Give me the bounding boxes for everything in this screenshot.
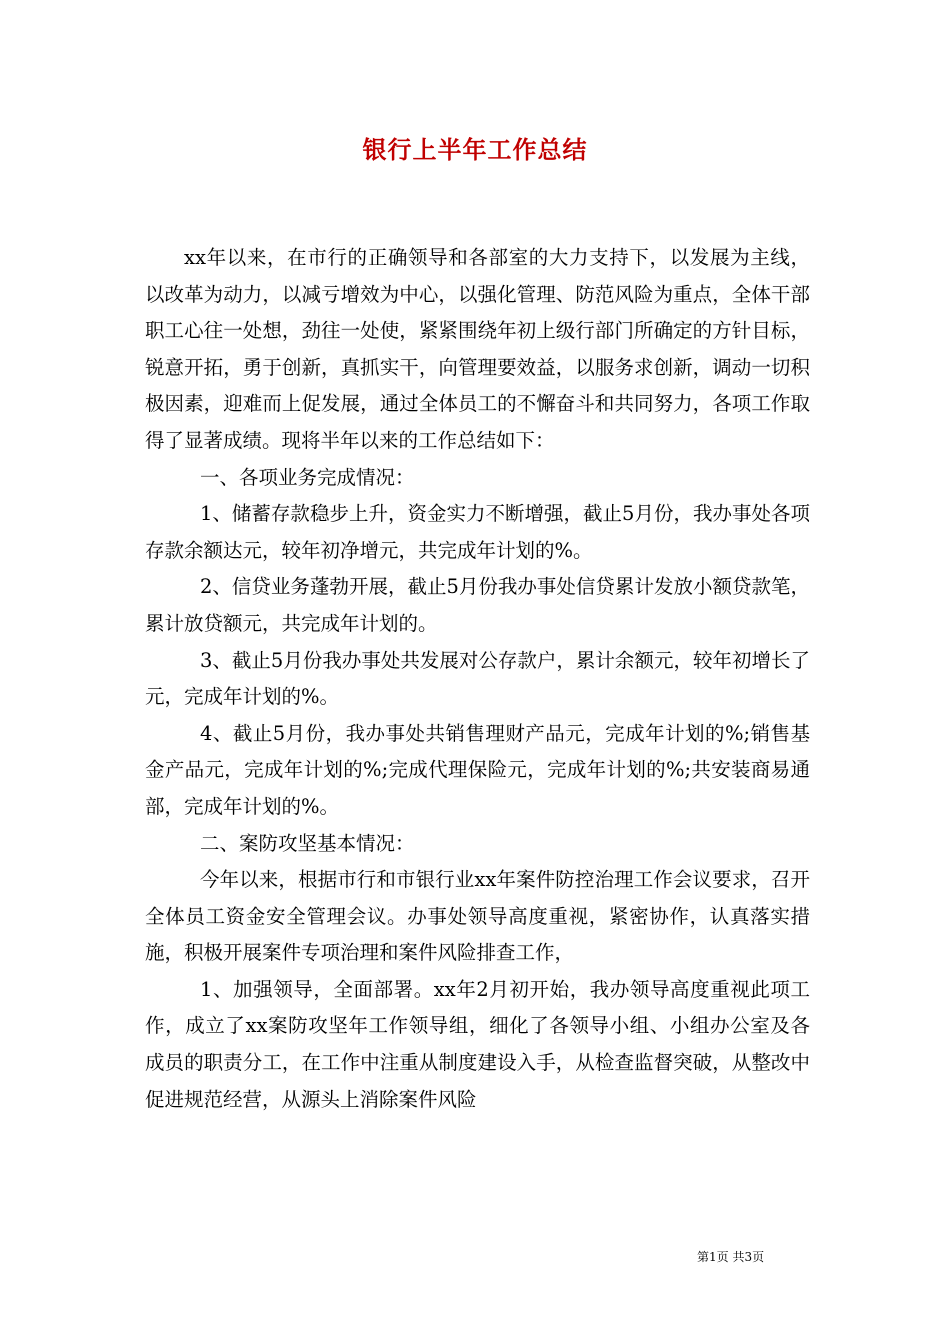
document-body xyxy=(145,240,810,1118)
paragraph-item-2: 2、信贷业务蓬勃开展，截止5月份我办事处信贷累计发放小额贷款笔，累计放贷额元，共完成年计划的。 xyxy=(145,575,810,635)
document-title: 银行上半年工作总结 xyxy=(362,135,588,164)
paragraph-intro: xx年以来，在市行的正确领导和各部室的大力支持下，以发展为主线，以改革为动力，以减亏增效为中心，以强化管理、防范风险为重点，全体干部职工心往一处想，劲往一处使，紧紧围绕年初上级行部门所确定的方针目标，锐意开拓，勇于创新，真抓实干，向管理要效益，以服务求创新，调动一切积极因素，迎难而上促发展，通过全体员工的不懈奋斗和共同努力，各项工作取得了显著成绩。现将半年以来的工作总结如下： xyxy=(145,246,810,452)
section-heading-case-prevention: 二、案防攻坚基本情况： xyxy=(200,831,415,855)
page-number: 第1页 共3页 xyxy=(697,1250,765,1264)
paragraph-item-1: 1、储蓄存款稳步上升，资金实力不断增强，截止5月份，我办事处各项存款余额达元，较年初净增元，共完成年计划的%。 xyxy=(145,502,810,562)
section-heading-business: 一、各项业务完成情况： xyxy=(200,465,415,489)
paragraph-leadership: 1、加强领导，全面部署。xx年2月初开始，我办领导高度重视此项工作，成立了xx案防攻坚年工作领导组，细化了各领导小组、小组办公室及各成员的职责分工，在工作中注重从制度建设入手，从检查监督突破，从整改中促进规范经营，从源头上消除案件风险 xyxy=(145,977,810,1111)
paragraph-item-3: 3、截止5月份我办事处共发展对公存款户，累计余额元，较年初增长了元，完成年计划的%。 xyxy=(145,648,810,709)
paragraph-case-prevention: 今年以来，根据市行和市银行业xx年案件防控治理工作会议要求，召开全体员工资金安全管理会议。办事处领导高度重视，紧密协作，认真落实措施，积极开展案件专项治理和案件风险排查工作， xyxy=(145,868,810,965)
paragraph-item-4: 4、截止5月份，我办事处共销售理财产品元，完成年计划的%;销售基金产品元，完成年计划的%;完成代理保险元，完成年计划的%;共安装商易通部，完成年计划的%。 xyxy=(145,721,810,818)
